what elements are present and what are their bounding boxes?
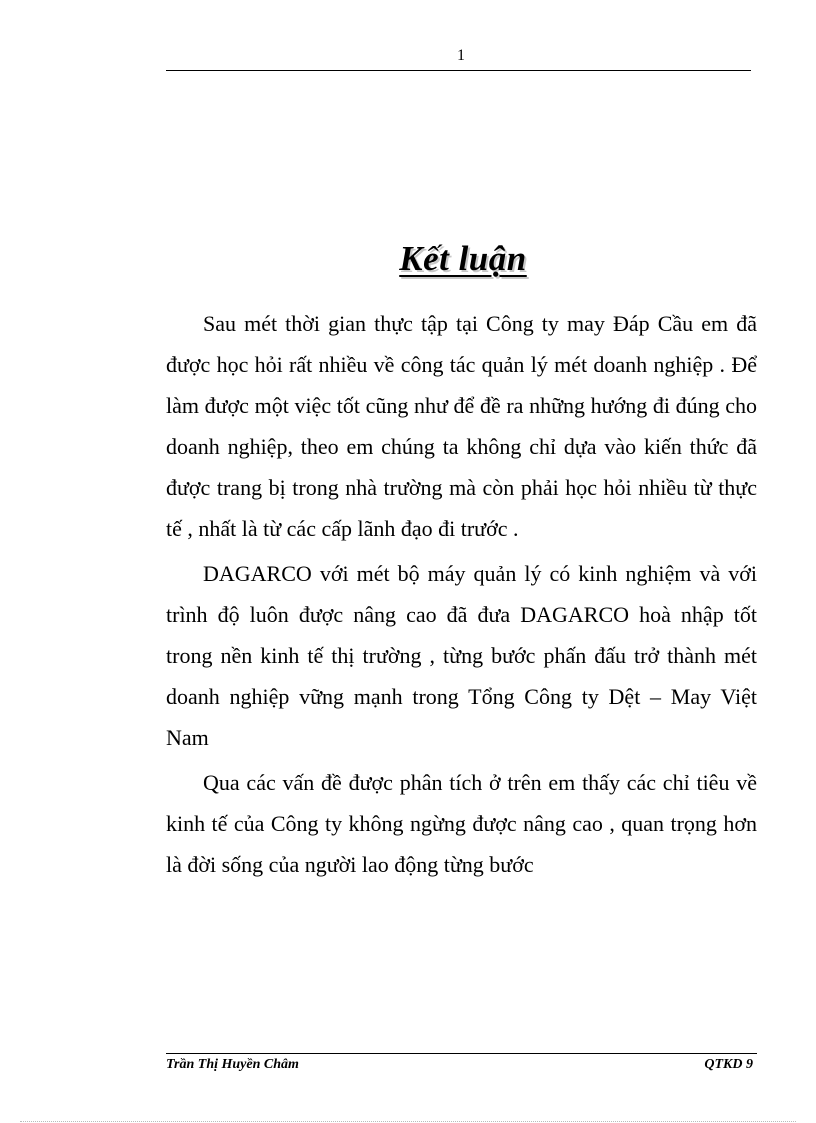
footer-divider <box>166 1053 757 1054</box>
paragraph-2: DAGARCO với mét bộ máy quản lý có kinh nghiệm và với trình độ luôn được nâng cao đã đưa DAGARCO hoà nhập tốt trong nền kinh tế thị trường , từng bước phấn đấu trở thành mét doanh nghiệp vững mạnh trong Tổng Công ty Dệt – May Việt Nam <box>166 561 757 750</box>
paragraph-1: Sau mét thời gian thực tập tại Công ty may Đáp Cầu em đã được học hỏi rất nhiều về công tác quản lý mét doanh nghiệp . Để làm được một việc tốt cũng như để đề ra những hướng đi đúng cho doanh nghiệp, theo em chúng ta không chỉ dựa vào kiến thức đã được trang bị trong nhà trường mà còn phải học hỏi nhiều từ thực tế , nhất là từ các cấp lãnh đạo đi trước . <box>166 311 757 541</box>
footer-class: QTKD 9 <box>704 1057 753 1072</box>
page-title: Kết luận <box>399 239 527 279</box>
footer-author: Trần Thị Huyền Châm <box>166 1057 299 1072</box>
body-text <box>166 303 757 889</box>
header-divider <box>166 70 751 71</box>
paragraph-3: Qua các vấn đề được phân tích ở trên em thấy các chỉ tiêu về kinh tế của Công ty không ngừng được nâng cao , quan trọng hơn là đời sống của người lao động từng bước <box>166 770 757 877</box>
page-boundary <box>20 1121 796 1122</box>
page-number: 1 <box>457 47 465 64</box>
